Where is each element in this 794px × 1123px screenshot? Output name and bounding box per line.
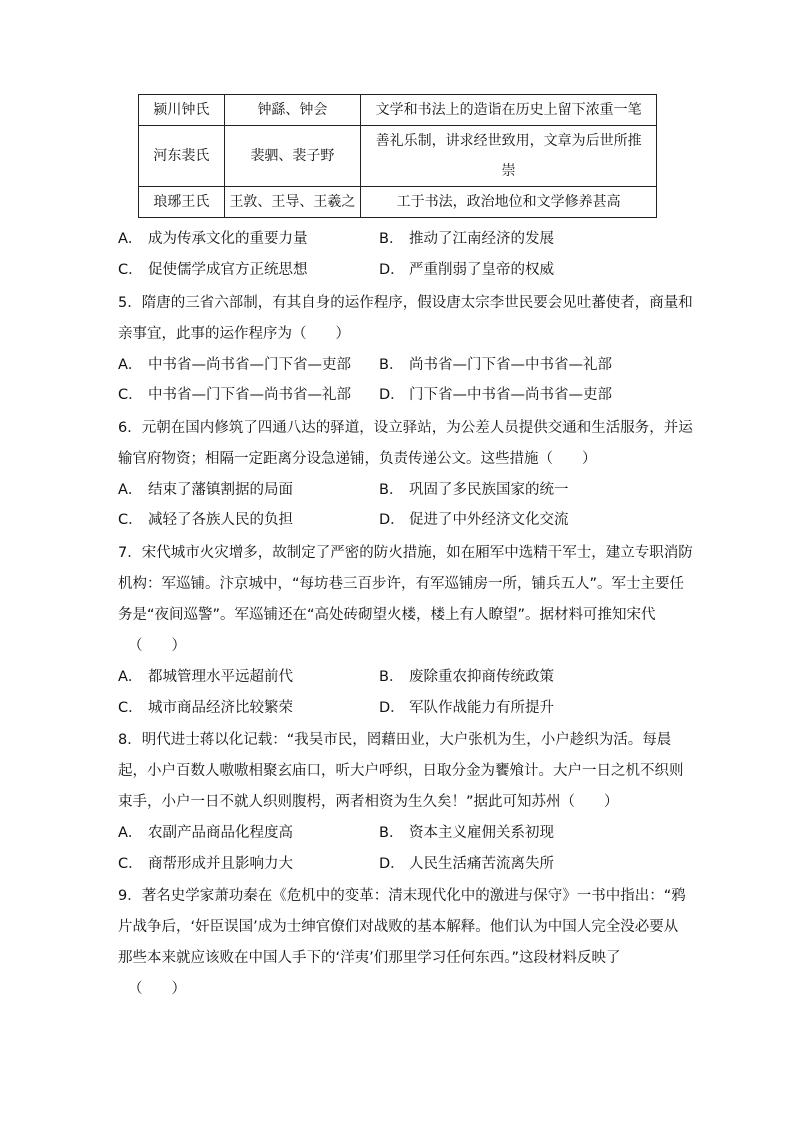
q7-stem-line: 7．宋代城市火灾增多，故制定了严密的防火措施，如在厢军中选精干军士，建立专职消防 <box>118 545 693 561</box>
q5-option-c[interactable]: C． 中书省—门下省—尚书省—礼部 <box>118 387 351 403</box>
q9-stem-line: 9．著名史学家萧功秦在《危机中的变革：清末现代化中的激进与保守》一书中指出：“鸦 <box>118 888 686 904</box>
q4-option-a[interactable]: A． 成为传承文化的重要力量 <box>118 231 308 247</box>
q8-option-d[interactable]: D． 人民生活痛苦流离失所 <box>379 856 554 872</box>
q8-stem-line: 8．明代进士蒋以化记载：“我吴市民，罔藉田业，大户张机为生，小户趁织为活。每晨 <box>118 732 672 748</box>
q7-option-b[interactable]: B． 废除重农抑商传统政策 <box>379 669 554 685</box>
q5-stem-line: 亲事宜，此事的运作程序为（ ） <box>118 326 350 342</box>
q7-stem-line: 务是“夜间巡警”。军巡铺还在“高处砖砌望火楼，楼上有人瞭望”。据材料可推知宋代 <box>118 607 656 623</box>
q8-option-b[interactable]: B． 资本主义雇佣关系初现 <box>379 825 554 841</box>
q5-option-a[interactable]: A． 中书省—尚书省—门下省—吏部 <box>118 357 351 373</box>
q7-option-a[interactable]: A． 都城管理水平远超前代 <box>118 669 293 685</box>
table-row <box>139 187 657 218</box>
description-line: 善礼乐制，讲求经世致用，文章为后世所推 <box>375 133 642 149</box>
description-cell <box>361 187 657 218</box>
q8-stem-line: 起，小户百数人嗷嗷相聚玄庙口，听大户呼织，日取分金为饔飧计。大户一日之机不织则 <box>118 763 684 779</box>
answer-blank[interactable]: （ ） <box>128 638 186 654</box>
table-row <box>139 95 657 126</box>
q5-stem-line: 5．隋唐的三省六部制，有其自身的运作程序，假设唐太宗李世民要会见吐蕃使者，商量和 <box>118 295 693 311</box>
q7-option-d[interactable]: D． 军队作战能力有所提升 <box>379 700 554 716</box>
family-cell: 颍川钟氏 <box>139 95 225 126</box>
q9-stem-line: 那些本来就应该败在中国人手下的‘洋夷’们那里学习任何东西。”这段材料反映了 <box>118 950 621 966</box>
q6-option-d[interactable]: D． 促进了中外经济文化交流 <box>379 512 569 528</box>
table-row <box>139 126 657 187</box>
persons-cell: 王敦、王导、王羲之 <box>224 187 361 218</box>
q6-stem-line: 输官府物资；相隔一定距离分设急递铺，负责传递公文。这些措施（ ） <box>118 451 597 467</box>
q5-option-d[interactable]: D． 门下省—中书省—尚书省—吏部 <box>379 387 612 403</box>
q6-option-a[interactable]: A． 结束了藩镇割据的局面 <box>118 482 293 498</box>
description-cell <box>361 126 657 187</box>
q8-option-c[interactable]: C． 商帮形成并且影响力大 <box>118 856 293 872</box>
family-cell: 琅琊王氏 <box>139 187 225 218</box>
q8-option-a[interactable]: A． 农副产品商品化程度高 <box>118 825 293 841</box>
families-table <box>138 94 657 218</box>
q4-option-d[interactable]: D． 严重削弱了皇帝的权威 <box>379 262 554 278</box>
q7-option-c[interactable]: C． 城市商品经济比较繁荣 <box>118 700 293 716</box>
description-line: 崇 <box>501 163 516 179</box>
q7-stem-line: 机构：军巡铺。汴京城中，“每坊巷三百步许，有军巡铺房一所，铺兵五人”。军士主要任 <box>118 576 685 592</box>
persons-cell: 裴驷、裴子野 <box>224 126 361 187</box>
q5-option-b[interactable]: B． 尚书省—门下省—中书省—礼部 <box>379 357 612 373</box>
family-cell: 河东裴氏 <box>139 126 225 187</box>
description-line: 工于书法，政治地位和文学修养甚高 <box>396 194 621 210</box>
q4-option-b[interactable]: B． 推动了江南经济的发展 <box>379 231 554 247</box>
q8-stem-line: 束手，小户一日不就人织则腹枵，两者相资为生久矣！”据此可知苏州（ ） <box>118 794 619 810</box>
q4-option-c[interactable]: C． 促使儒学成官方正统思想 <box>118 262 308 278</box>
description-line: 文学和书法上的造诣在历史上留下浓重一笔 <box>375 102 642 118</box>
q6-option-c[interactable]: C． 减轻了各族人民的负担 <box>118 512 293 528</box>
persons-cell: 钟繇、钟会 <box>224 95 361 126</box>
q9-stem-line: 片战争后，‘奸臣误国’成为士绅官僚们对战败的基本解释。他们认为中国人完全没必要从 <box>118 919 679 935</box>
q6-stem-line: 6．元朝在国内修筑了四通八达的驿道，设立驿站，为公差人员提供交通和生活服务，并运 <box>118 420 693 436</box>
q6-option-b[interactable]: B． 巩固了多民族国家的统一 <box>379 482 569 498</box>
description-cell <box>361 95 657 126</box>
answer-blank[interactable]: （ ） <box>128 981 186 997</box>
